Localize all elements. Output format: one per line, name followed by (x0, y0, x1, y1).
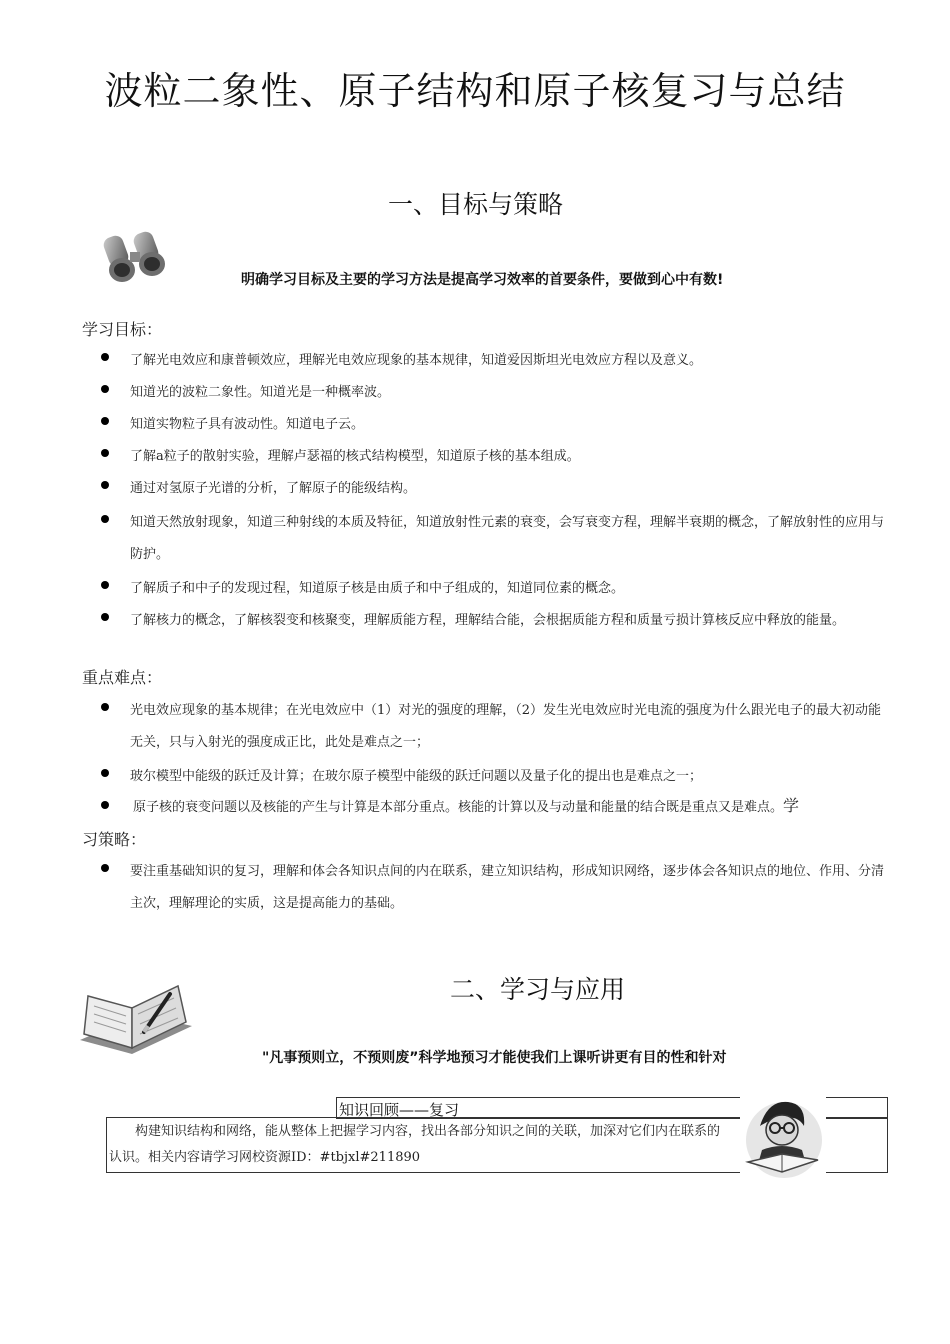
goals-list (98, 345, 888, 637)
review-text: 构建知识结构和网络，能从整体上把握学习内容，找出各部分知识之间的关联，加深对它们内在联系的认识。相关内容请学习网校资源ID：#tbjxl#211890 (109, 1124, 721, 1165)
key-points-list (98, 695, 888, 793)
list-item: 要注重基础知识的复习，理解和体会各知识点间的内在联系，建立知识结构，形成知识网络，逐步体会各知识点的地位、作用、分清主次，理解理论的实质，这是提高能力的基础。 (98, 856, 888, 920)
page-title: 波粒二象性、原子结构和原子核复习与总结 (104, 69, 846, 113)
list-item: 了解核力的概念，了解核裂变和核聚变，理解质能方程，理解结合能，会根据质能方程和质量亏损计算核反应中释放的能量。 (98, 605, 888, 637)
list-item: 了解质子和中子的发现过程，知道原子核是由质子和中子组成的，知道同位素的概念。 (98, 573, 888, 605)
list-item: 玻尔模型中能级的跃迁及计算；在玻尔原子模型中能级的跃迁问题以及量子化的提出也是难点之一； (98, 761, 888, 793)
list-item: 了解光电效应和康普顿效应，理解光电效应现象的基本规律，知道爱因斯坦光电效应方程以及意义。 (98, 345, 888, 377)
key-point-last (98, 792, 888, 822)
student-reading-icon (740, 1092, 826, 1182)
list-item-text: 原子核的衰变问题以及核能的产生与计算是本部分重点。核能的计算以及与动量和能量的结合既是重点又是难点。 (133, 800, 784, 815)
strategy-label-start: 学 (783, 796, 800, 815)
list-item: 通过对氢原子光谱的分析，了解原子的能级结构。 (98, 473, 888, 505)
list-item: 知道实物粒子具有波动性。知道电子云。 (98, 409, 888, 441)
strategy-label: 习策略： (82, 830, 147, 849)
list-item: 知道天然放射现象，知道三种射线的本质及特征，知道放射性元素的衰变，会写衰变方程，理解半衰期的概念，了解放射性的应用与防护。 (98, 507, 888, 571)
section-1-heading: 一、目标与策略 (388, 190, 564, 219)
list-item: 了解a粒子的散射实验，理解卢瑟福的核式结构模型，知道原子核的基本组成。 (98, 441, 888, 473)
key-points-label: 重点难点： (82, 668, 163, 687)
list-item: 光电效应现象的基本规律；在光电效应中（1）对光的强度的理解，（2）发生光电效应时光电流的强度为什么跟光电子的最大初动能无关，只与入射光的强度成正比，此处是难点之一； (98, 695, 888, 759)
list-item: 知道光的波粒二象性。知道光是一种概率波。 (98, 377, 888, 409)
section-1-motto: 明确学习目标及主要的学习方法是提高学习效率的首要条件，要做到心中有数! (241, 272, 724, 288)
goals-label: 学习目标： (82, 320, 163, 339)
binoculars-icon (98, 230, 172, 286)
section-2-motto: "凡事预则立，不预则废”科学地预习才能使我们上课听讲更有目的性和针对 (262, 1050, 727, 1066)
open-book-pen-icon (74, 978, 196, 1058)
strategy-list (98, 856, 888, 920)
review-label: 知识回顾——复习 (339, 1101, 460, 1119)
bullet-dot (101, 801, 109, 809)
section-2-heading: 二、学习与应用 (450, 975, 626, 1004)
